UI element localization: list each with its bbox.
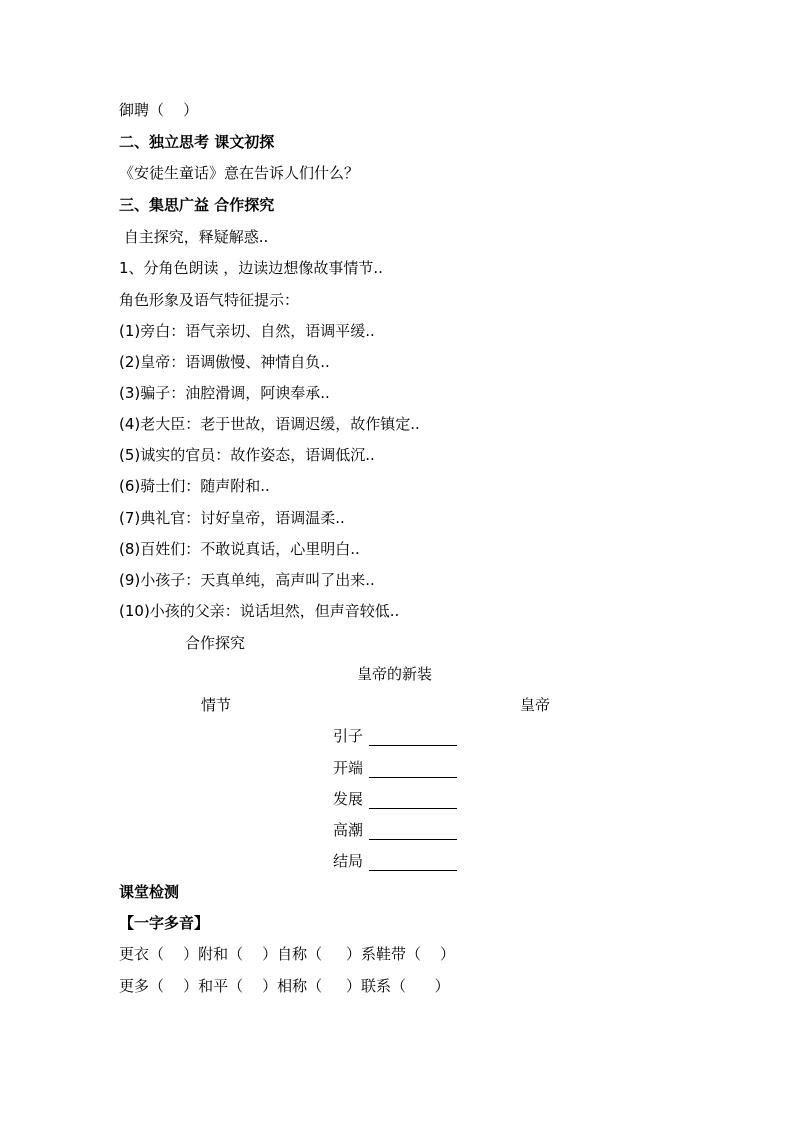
section-heading-3: 三、集思广益 合作探究 (119, 196, 275, 214)
plot-stage-label: 引子 (333, 727, 364, 745)
role-item: (6)骑士们：随声附和.. (119, 477, 270, 495)
plot-stage-row (333, 726, 457, 746)
role-item: (3)骗子：油腔滑调，阿谀奉承.. (119, 384, 330, 402)
role-item: (10)小孩的父亲：说话坦然，但声音较低.. (119, 602, 400, 620)
polyphone-row-1: 更衣（ ）附和（ ）自称（ ）系鞋带（ ） (119, 945, 456, 963)
task-1-text: 1、分角色朗读 ，边读边想像故事情节.. (119, 259, 383, 277)
plot-stage-row (333, 820, 457, 840)
role-item: (8)百姓们：不敢说真话，心里明白.. (119, 540, 360, 558)
test-subheading: 【一字多音】 (119, 914, 210, 932)
fill-blank[interactable] (369, 729, 457, 746)
fill-blank[interactable] (369, 792, 457, 809)
plot-stage-row (333, 789, 457, 809)
diagram-title: 皇帝的新装 (357, 665, 433, 683)
fill-blank[interactable] (369, 761, 457, 778)
fill-blank[interactable] (369, 823, 457, 840)
role-item: (5)诚实的官员：故作姿态，语调低沉.. (119, 446, 375, 464)
self-study-text: 自主探究，释疑解惑.. (119, 228, 269, 246)
diagram-left-label: 情节 (201, 696, 232, 714)
diagram-subtitle: 合作探究 (185, 634, 246, 652)
role-item: (1)旁白：语气亲切、自然，语调平缓.. (119, 322, 375, 340)
plot-stage-label: 结局 (333, 852, 364, 870)
fill-blank[interactable] (369, 854, 457, 871)
plot-stage-label: 开端 (333, 759, 364, 777)
plot-stage-label: 高潮 (333, 821, 364, 839)
diagram-right-label: 皇帝 (520, 696, 551, 714)
plot-stage-row (333, 758, 457, 778)
plot-stage-label: 发展 (333, 790, 364, 808)
plot-stage-row (333, 851, 457, 871)
section-heading-2: 二、独立思考 课文初探 (119, 133, 275, 151)
role-item: (4)老大臣：老于世故，语调迟缓，故作镇定.. (119, 415, 420, 433)
hint-title: 角色形象及语气特征提示： (119, 291, 300, 309)
role-item: (9)小孩子：天真单纯，高声叫了出来.. (119, 571, 375, 589)
polyphone-row-2: 更多（ ）和平（ ）相称（ ）联系（ ） (119, 977, 450, 995)
role-item: (2)皇帝：语调傲慢、神情自负.. (119, 353, 330, 371)
test-heading: 课堂检测 (119, 883, 180, 901)
role-item: (7)典礼官：讨好皇帝，语调温柔.. (119, 509, 345, 527)
question-text: 《安徒生童话》意在告诉人们什么？ (119, 164, 360, 182)
text-yupin: 御聘（ ） (119, 101, 199, 119)
